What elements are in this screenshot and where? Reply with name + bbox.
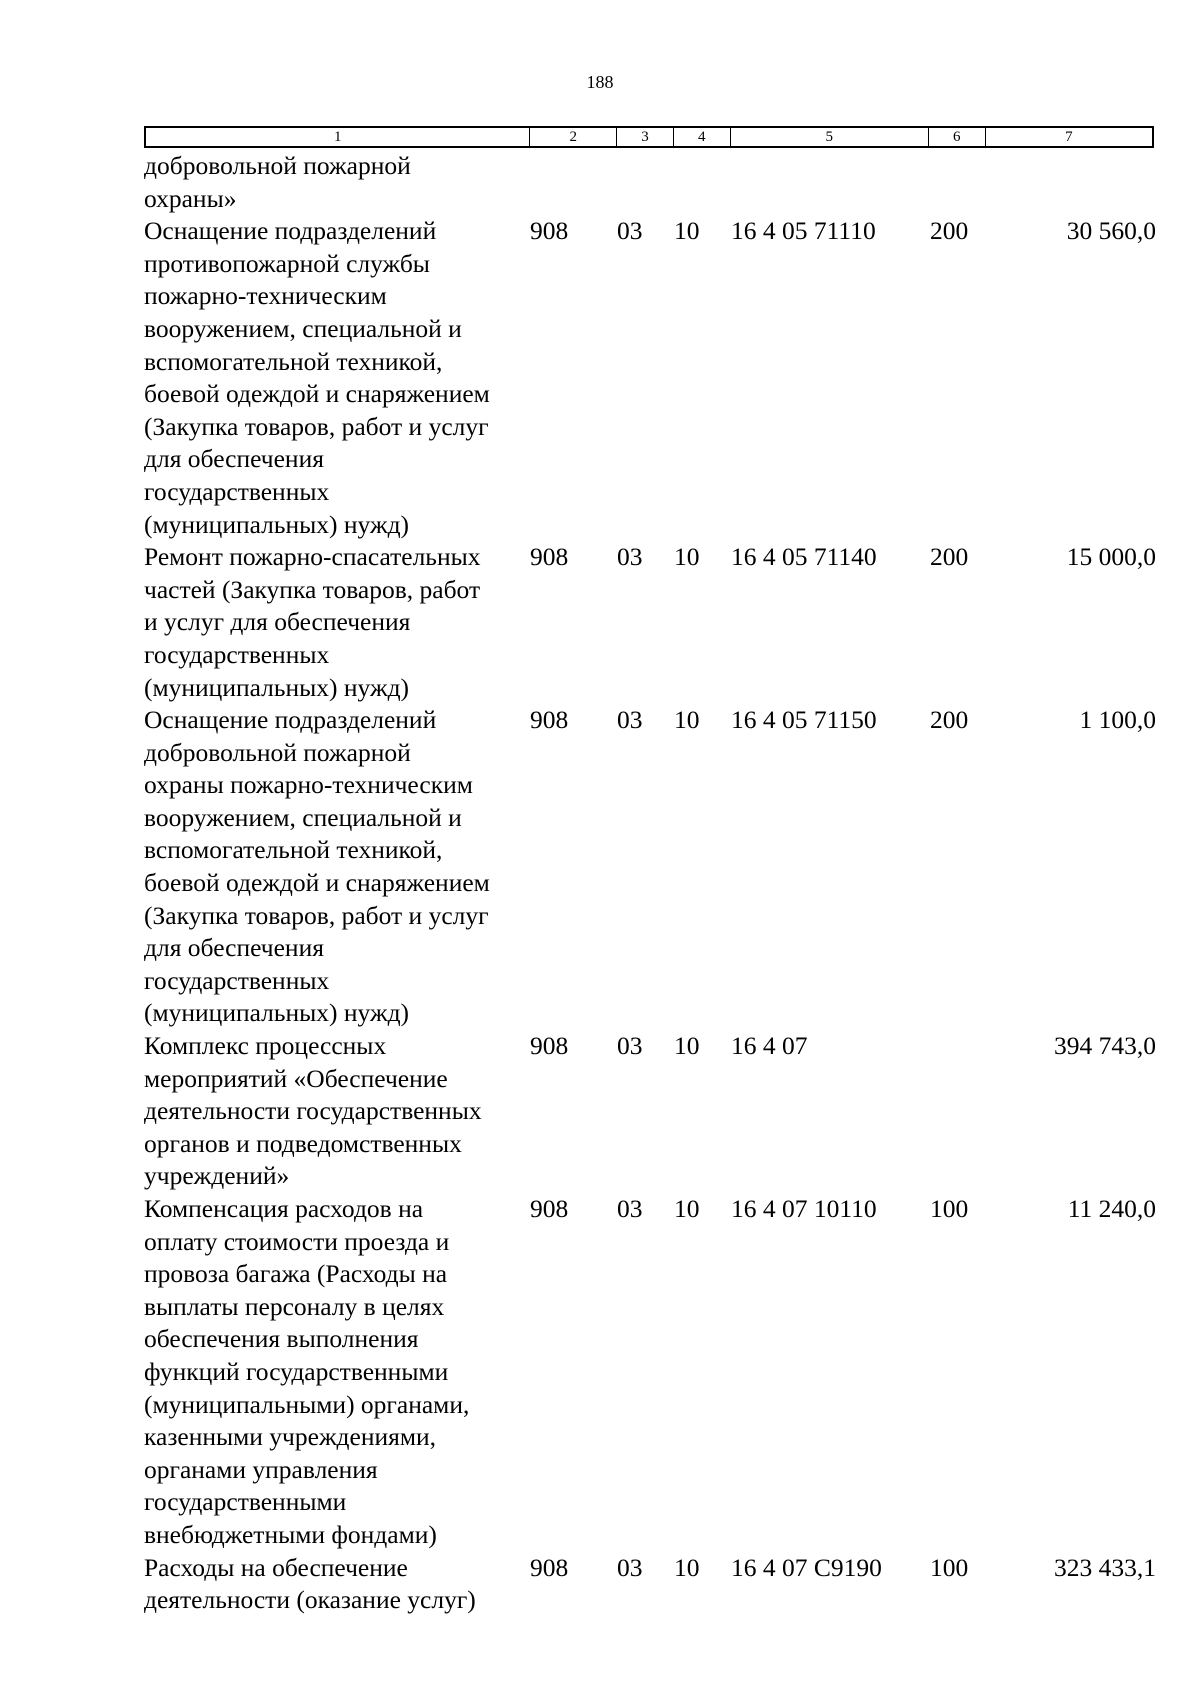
- description-line: (Закупка товаров, работ и услуг: [144, 411, 489, 441]
- description-line: обеспечения выполнения: [144, 1324, 419, 1354]
- row-description: [144, 150, 530, 215]
- section-code: 03: [617, 1194, 643, 1223]
- description-line: оплату стоимости проезда и: [144, 1226, 450, 1256]
- amount-value: 323 433,1: [1054, 1552, 1156, 1582]
- amount-value: 30 560,0: [1066, 216, 1156, 246]
- row-description: [144, 1552, 530, 1617]
- table-row: [144, 704, 1156, 1030]
- description-line: Комплекс процессных: [144, 1031, 387, 1061]
- description-line: Оснащение подразделений: [144, 705, 437, 735]
- subsection-code: [674, 150, 731, 215]
- description-line: вспомогательной техникой,: [144, 835, 443, 865]
- section-code: 03: [617, 216, 643, 246]
- description-line: органами управления: [144, 1454, 378, 1484]
- table-row: [144, 215, 1156, 541]
- section-code: [617, 150, 674, 215]
- expense-type-code: 200: [930, 542, 969, 572]
- table-row: [144, 150, 1156, 215]
- table-row: [144, 1030, 1156, 1193]
- table-header-row: [144, 126, 1154, 148]
- page-number: 188: [586, 72, 614, 92]
- description-line: провоза багажа (Расходы на: [144, 1259, 448, 1289]
- section-code: 03: [617, 1031, 643, 1061]
- description-line: государственных: [144, 476, 330, 506]
- table-row: [144, 1193, 1156, 1552]
- expense-type-code: 100: [930, 1194, 969, 1223]
- description-line: охраны пожарно-техническим: [144, 770, 473, 800]
- table-body: [144, 150, 1156, 1617]
- description-line: вспомогательной техникой,: [144, 346, 443, 376]
- subsection-code: 10: [674, 216, 700, 246]
- ministry-code: 908: [530, 542, 569, 572]
- description-line: функций государственными: [144, 1356, 449, 1386]
- expense-type-code: [930, 150, 987, 215]
- description-line: государственных: [144, 639, 330, 669]
- target-article-code: 16 4 05 71150: [731, 705, 877, 735]
- description-line: органов и подведомственных: [144, 1128, 462, 1158]
- expense-type-code: 200: [930, 705, 969, 735]
- description-line: (муниципальных) нужд): [144, 672, 410, 702]
- description-line: для обеспечения: [144, 933, 324, 963]
- row-description: [144, 704, 530, 1030]
- description-line: внебюджетными фондами): [144, 1519, 437, 1549]
- section-code: 03: [617, 705, 643, 735]
- table-row: [144, 541, 1156, 704]
- description-line: казенными учреждениями,: [144, 1422, 437, 1452]
- target-article-code: 16 4 05 71140: [731, 542, 877, 572]
- description-line: (Закупка товаров, работ и услуг: [144, 900, 489, 930]
- column-header-7: 7: [1065, 129, 1073, 145]
- description-line: Оснащение подразделений: [144, 216, 437, 246]
- description-line: выплаты персоналу в целях: [144, 1291, 445, 1321]
- row-description: [144, 1193, 530, 1552]
- description-line: для обеспечения: [144, 444, 324, 474]
- subsection-code: 10: [674, 1194, 700, 1223]
- ministry-code: 908: [530, 705, 569, 735]
- target-article-code: 16 4 07 10110: [731, 1194, 877, 1223]
- column-header-6: 6: [929, 128, 986, 146]
- column-header-4: 4: [674, 128, 731, 146]
- target-article-code: [731, 150, 930, 215]
- description-line: боевой одеждой и снаряжением: [144, 868, 490, 898]
- description-line: пожарно-техническим: [144, 281, 387, 311]
- amount-value: 1 100,0: [1079, 705, 1156, 735]
- amount-value: 15 000,0: [1066, 542, 1156, 572]
- description-line: Компенсация расходов на: [144, 1194, 424, 1223]
- section-code: 03: [617, 1552, 643, 1582]
- description-line: Ремонт пожарно-спасательных: [144, 542, 481, 572]
- description-line: вооружением, специальной и: [144, 802, 462, 832]
- row-description: [144, 541, 530, 704]
- subsection-code: 10: [674, 1031, 700, 1061]
- description-line: государственными: [144, 1487, 347, 1517]
- target-article-code: 16 4 05 71110: [731, 216, 876, 246]
- description-line: противопожарной службы: [144, 248, 430, 278]
- description-line: охраны»: [144, 183, 237, 213]
- ministry-code: 908: [530, 216, 569, 246]
- amount-value: 394 743,0: [1054, 1031, 1156, 1061]
- row-description: [144, 1030, 530, 1193]
- column-header-5: 5: [731, 128, 929, 146]
- ministry-code: 908: [530, 1031, 569, 1061]
- description-line: добровольной пожарной: [144, 151, 411, 180]
- description-line: (муниципальных) нужд): [144, 509, 410, 539]
- description-line: деятельности государственных: [144, 1096, 482, 1126]
- description-line: государственных: [144, 965, 330, 995]
- amount-value: 11 240,0: [1067, 1194, 1156, 1223]
- description-line: добровольной пожарной: [144, 737, 411, 767]
- description-line: (муниципальными) органами,: [144, 1389, 470, 1419]
- target-article-code: 16 4 07 С9190: [731, 1552, 882, 1582]
- row-description: [144, 215, 530, 541]
- expense-type-code: [930, 1030, 987, 1193]
- column-header-1: 1: [146, 128, 530, 146]
- description-line: (муниципальных) нужд): [144, 998, 410, 1028]
- description-line: частей (Закупка товаров, работ: [144, 574, 481, 604]
- ministry-code: [530, 150, 617, 215]
- expense-type-code: 100: [930, 1552, 969, 1582]
- table-row: [144, 1552, 1156, 1617]
- description-line: и услуг для обеспечения: [144, 607, 411, 637]
- description-line: учреждений»: [144, 1161, 290, 1191]
- section-code: 03: [617, 542, 643, 572]
- description-line: вооружением, специальной и: [144, 313, 462, 343]
- description-line: деятельности (оказание услуг): [144, 1585, 476, 1615]
- expense-type-code: 200: [930, 216, 969, 246]
- description-line: Расходы на обеспечение: [144, 1552, 408, 1582]
- subsection-code: 10: [674, 1552, 700, 1582]
- amount-value: [987, 150, 1156, 215]
- column-header-2: 2: [530, 128, 617, 146]
- description-line: мероприятий «Обеспечение: [144, 1063, 448, 1093]
- ministry-code: 908: [530, 1194, 569, 1223]
- target-article-code: 16 4 07: [731, 1031, 808, 1061]
- column-header-3: 3: [617, 128, 674, 146]
- ministry-code: 908: [530, 1552, 569, 1582]
- subsection-code: 10: [674, 542, 700, 572]
- description-line: боевой одеждой и снаряжением: [144, 379, 490, 409]
- subsection-code: 10: [674, 705, 700, 735]
